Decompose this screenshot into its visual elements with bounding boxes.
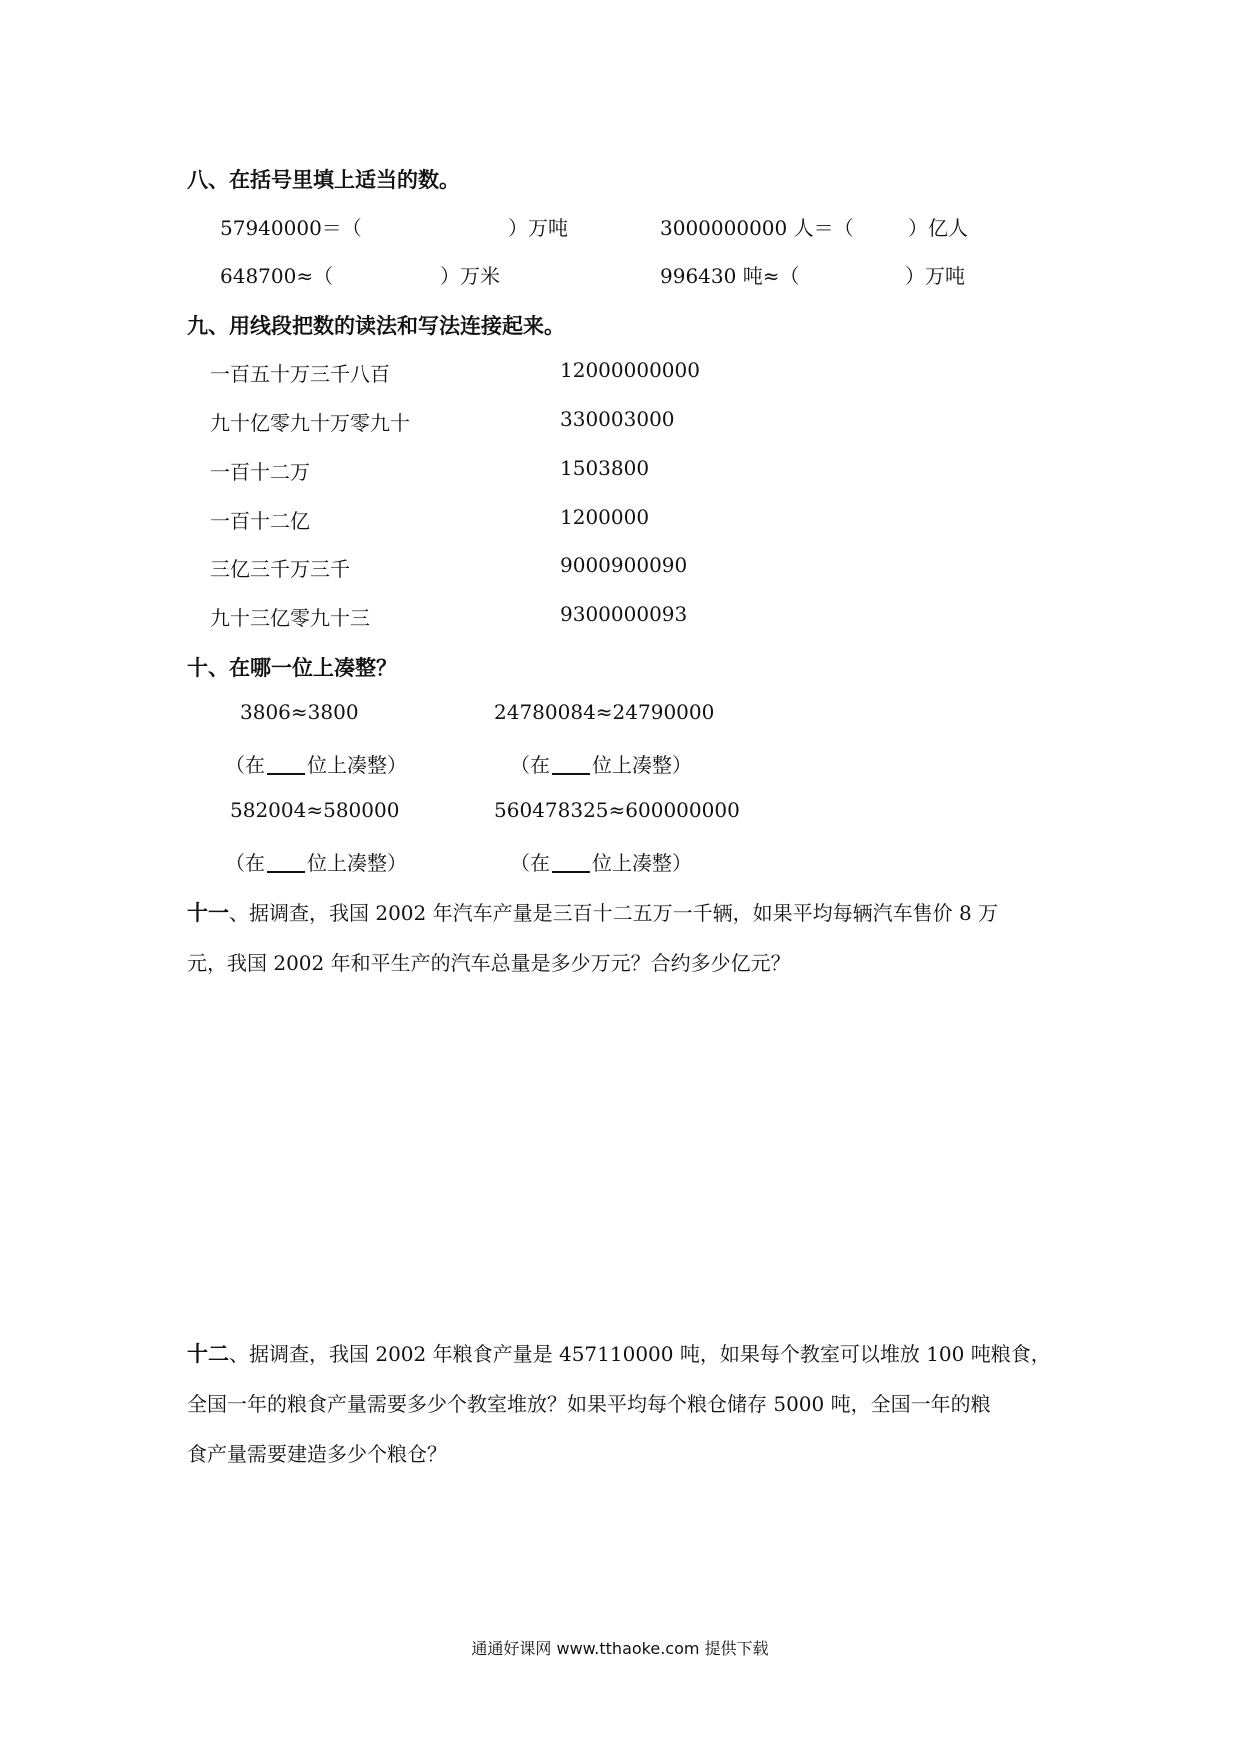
answer-blank-4[interactable] — [552, 853, 590, 873]
answer-blank-2[interactable] — [552, 755, 590, 775]
reading-1: 一百五十万三千八百 — [210, 362, 390, 386]
section-12-line-3: 食产量需要建造多少个粮仓？ — [187, 1442, 447, 1466]
sec8-item-1-unit: ）万吨 — [508, 216, 568, 240]
section-11-line-2: 元，我国 2002 年和平生产的汽车总量是多少万元？合约多少亿元？ — [187, 951, 791, 975]
number-5: 9000900090 — [560, 553, 688, 577]
sec8-item-4-unit: ）万吨 — [905, 264, 965, 288]
number-2: 330003000 — [560, 407, 675, 431]
answer-blank-1[interactable] — [267, 755, 305, 775]
section-12-label: 十二 — [187, 1342, 229, 1366]
rounding-item-2: 24780084≈24790000 — [494, 700, 715, 724]
number-4: 1200000 — [560, 505, 650, 529]
reading-3: 一百十二万 — [210, 460, 310, 484]
answer-blank-3[interactable] — [267, 853, 305, 873]
sec8-item-2-unit: ）亿人 — [908, 216, 968, 240]
number-6: 9300000093 — [560, 602, 688, 626]
rounding-hint-3: （在 位上凑整） — [225, 851, 407, 875]
reading-2: 九十亿零九十万零九十 — [210, 411, 410, 435]
rounding-hint-2: （在 位上凑整） — [510, 753, 692, 777]
section-8-heading: 八、在括号里填上适当的数。 — [187, 168, 460, 192]
rounding-item-1: 3806≈3800 — [240, 700, 359, 724]
section-12-line-2: 全国一年的粮食产量需要多少个教室堆放？如果平均每个粮仓储存 5000 吨，全国一年的粮 — [187, 1392, 991, 1416]
section-9-heading: 九、用线段把数的读法和写法连接起来。 — [187, 314, 565, 338]
section-10-heading: 十、在哪一位上凑整？ — [187, 656, 397, 680]
reading-5: 三亿三千万三千 — [210, 557, 350, 581]
footer-credit: 通通好课网 www.tthaoke.com 提供下载 — [471, 1639, 769, 1658]
rounding-item-3: 582004≈580000 — [230, 798, 400, 822]
section-11-line-1: 十一、据调查，我国 2002 年汽车产量是三百十二五万一千辆，如果平均每辆汽车售价 8 万 — [187, 901, 999, 925]
sec8-item-1-question: 57940000＝（ — [220, 216, 362, 240]
sec8-item-4-question: 996430 吨≈（ — [660, 264, 800, 288]
sec8-item-2-question: 3000000000 人＝（ — [660, 216, 854, 240]
number-3: 1503800 — [560, 456, 650, 480]
rounding-item-4: 560478325≈600000000 — [494, 798, 740, 822]
rounding-hint-1: （在 位上凑整） — [225, 753, 407, 777]
number-1: 12000000000 — [560, 358, 700, 382]
reading-6: 九十三亿零九十三 — [210, 606, 370, 630]
sec8-item-3-unit: ）万米 — [440, 264, 500, 288]
section-12-line-1: 十二、据调查，我国 2002 年粮食产量是 457110000 吨，如果每个教室可以堆放 100 吨粮食， — [187, 1342, 1051, 1366]
reading-4: 一百十二亿 — [210, 509, 310, 533]
rounding-hint-4: （在 位上凑整） — [510, 851, 692, 875]
section-11-label: 十一 — [187, 901, 229, 925]
sec8-item-3-question: 648700≈（ — [220, 264, 334, 288]
